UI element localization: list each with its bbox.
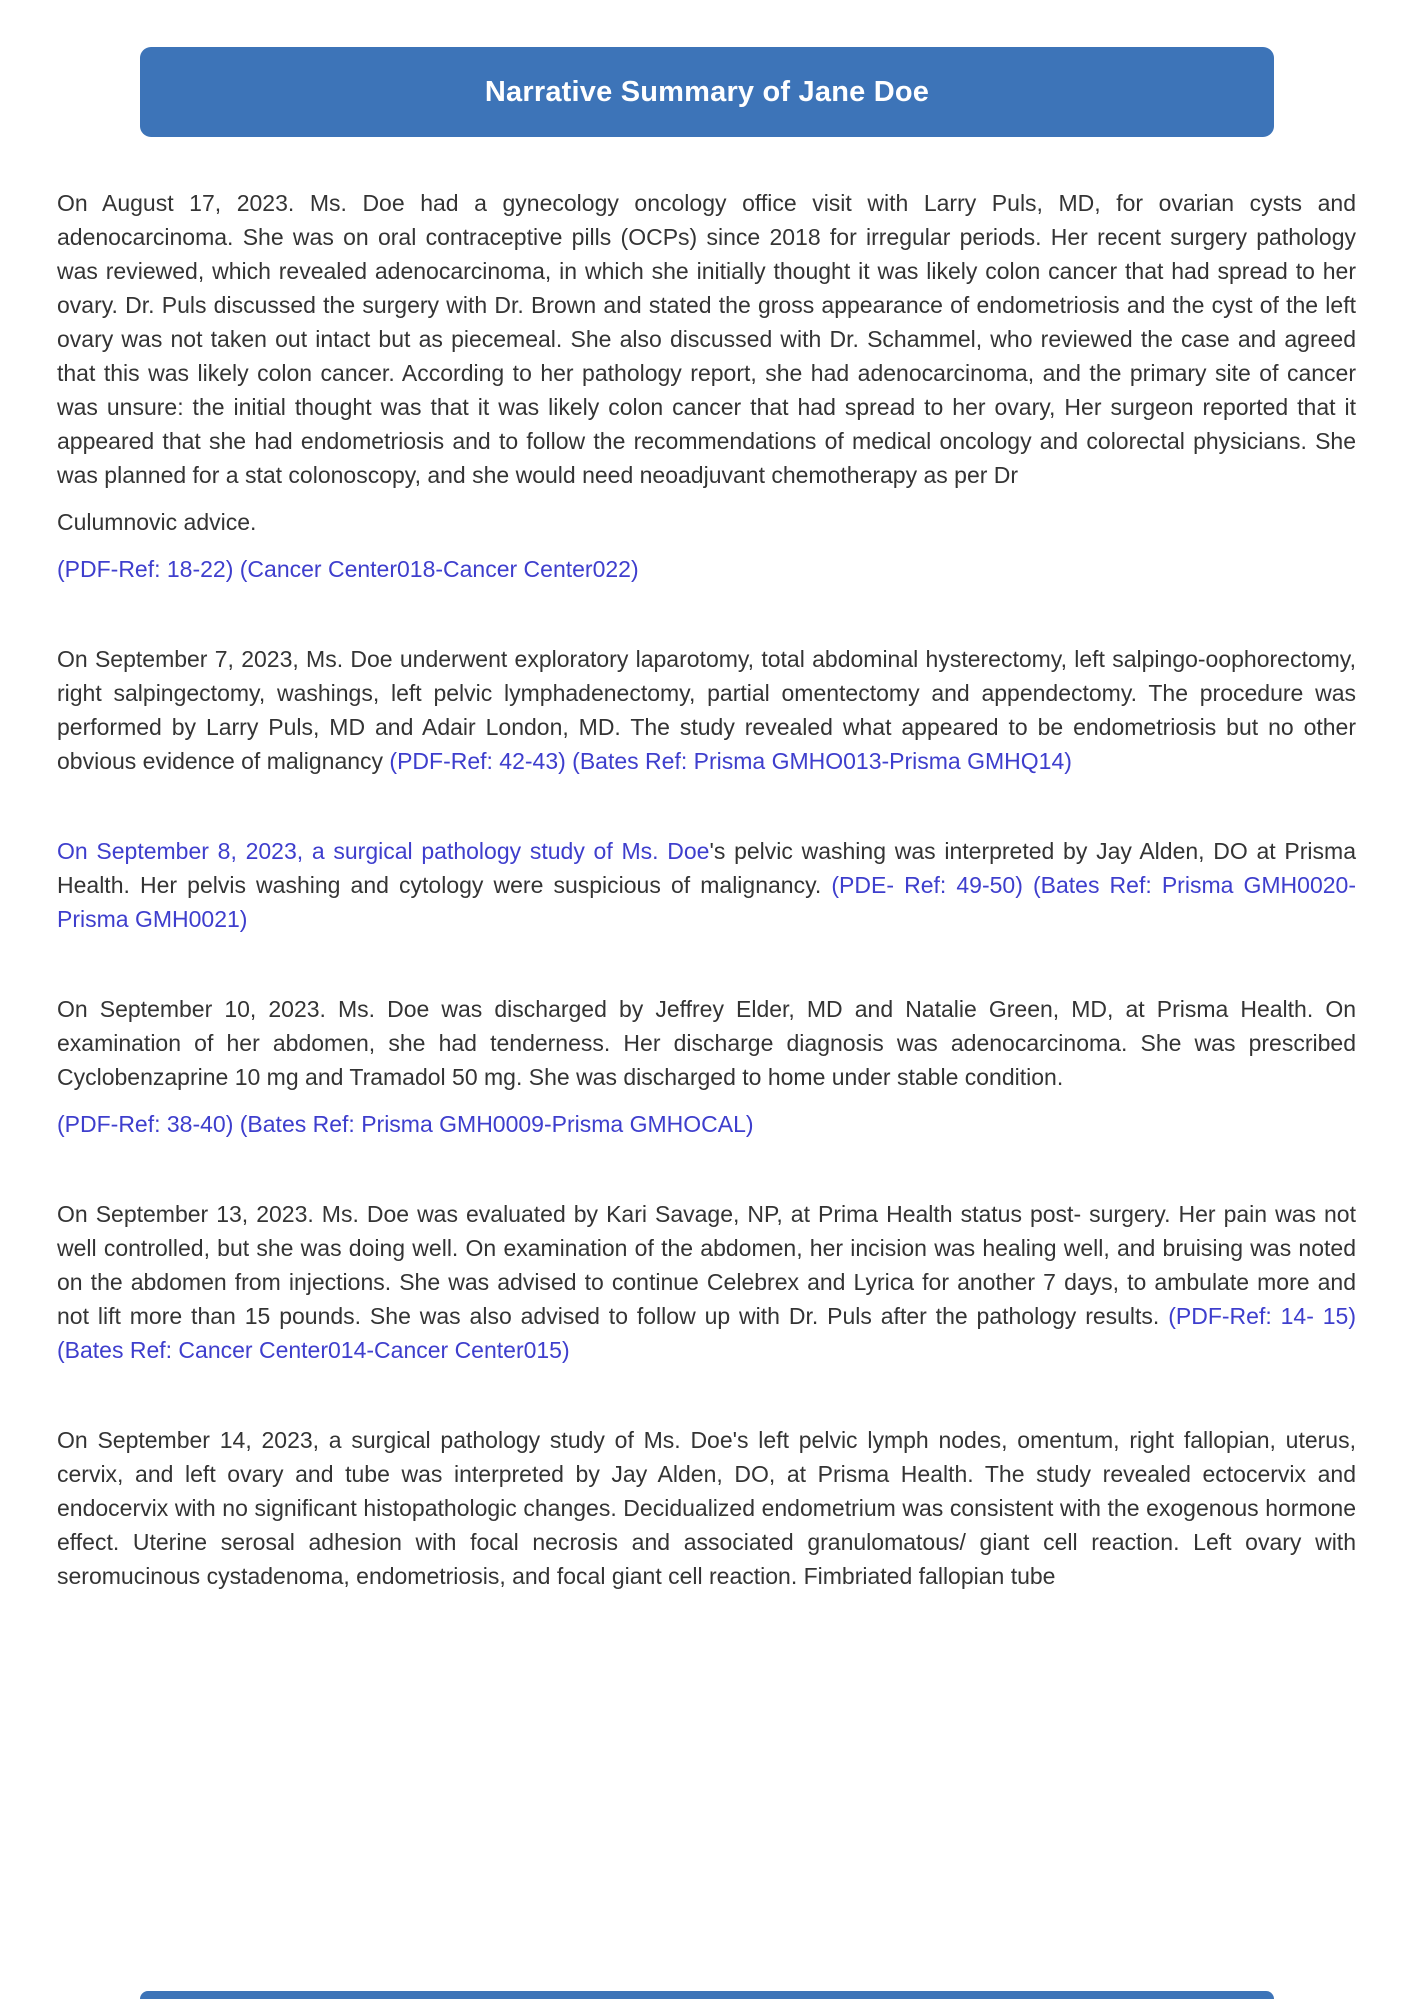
narrative-paragraph [57, 1107, 1356, 1141]
next-banner-edge [140, 1991, 1274, 1999]
body-text: Culumnovic advice. [57, 509, 257, 535]
body-text: On September 14, 2023, a surgical pathology study of Ms. Doe's left pelvic lymph nodes, omentum, right fallopian, uterus, cervix, and left ovary and tube was interpreted by Jay Alden, DO, at Prisma Health. The study revealed ectocervix and endocervix with no significant histopathologic changes. Decidualized endometrium was consistent with the exogenous hormone effect. Uterine serosal adhesion with focal necrosis and associated granulomatous/ giant cell reaction. Left ovary with seromucinous cystadenoma, endometriosis, and focal giant cell reaction. Fimbriated fallopian tube [57, 1427, 1356, 1589]
pdf-reference-link[interactable]: (PDF-Ref: 18-22) (Cancer Center018-Cancer Center022) [57, 556, 639, 582]
narrative-paragraph [57, 552, 1356, 586]
pdf-reference-link[interactable]: (PDF-Ref: 38-40) (Bates Ref: Prisma GMH0009-Prisma GMHOCAL) [57, 1111, 754, 1137]
body-text: On September 7, 2023, Ms. Doe underwent exploratory laparotomy, total abdominal hysterectomy, left salpingo-oophorectomy, right salpingectomy, washings, left pelvic lymphadenectomy, partial omentectomy and appendectomy. The procedure was performed by Larry Puls, MD and Adair London, MD. The study revealed what appeared to be endometriosis but no other obvious evidence of malignancy [57, 646, 1356, 774]
narrative-paragraph [57, 1197, 1356, 1367]
narrative-paragraph [57, 834, 1356, 936]
narrative-paragraph [57, 992, 1356, 1094]
body-text: On September 10, 2023. Ms. Doe was discharged by Jeffrey Elder, MD and Natalie Green, MD, at Prisma Health. On examination of her abdomen, she had tenderness. Her discharge diagnosis was adenocarcinoma. She was prescribed Cyclobenzaprine 10 mg and Tramadol 50 mg. She was discharged to home under stable condition. [57, 996, 1356, 1090]
title-banner [140, 47, 1274, 137]
narrative-paragraph [57, 1423, 1356, 1593]
pdf-reference-link[interactable]: (PDF-Ref: 42-43) (Bates Ref: Prisma GMHO013-Prisma GMHQ14) [389, 748, 1072, 774]
narrative-paragraph [57, 505, 1356, 539]
narrative-paragraph [57, 642, 1356, 778]
pdf-reference-link[interactable]: (PDF-Ref: 14- 15) (Bates Ref: Cancer Center014-Cancer Center015) [57, 1303, 1356, 1363]
narrative-content [57, 186, 1356, 1593]
body-text: 's pelvic washing was interpreted by Jay Alden, DO at Prisma Health. Her pelvis washing and cytology were suspicious of malignancy. [57, 838, 1356, 898]
body-text: On September 13, 2023. Ms. Doe was evaluated by Kari Savage, NP, at Prima Health status post- surgery. Her pain was not well controlled, but she was doing well. On examination of the abdomen, her incision was healing well, and bruising was noted on the abdomen from injections. She was advised to continue Celebrex and Lyrica for another 7 days, to ambulate more and not lift more than 15 pounds. She was also advised to follow up with Dr. Puls after the pathology results. [57, 1201, 1356, 1329]
body-text: On August 17, 2023. Ms. Doe had a gynecology oncology office visit with Larry Puls, MD, for ovarian cysts and adenocarcinoma. She was on oral contraceptive pills (OCPs) since 2018 for irregular periods. Her recent surgery pathology was reviewed, which revealed adenocarcinoma, in which she initially thought it was likely colon cancer that had spread to her ovary. Dr. Puls discussed the surgery with Dr. Brown and stated the gross appearance of endometriosis and the cyst of the left ovary was not taken out intact but as piecemeal. She also discussed with Dr. Schammel, who reviewed the case and agreed that this was likely colon cancer. According to her pathology report, she had adenocarcinoma, and the primary site of cancer was unsure: the initial thought was that it was likely colon cancer that had spread to her ovary, Her surgeon reported that it appeared that she had endometriosis and to follow the recommendations of medical oncology and colorectal physicians. She was planned for a stat colonoscopy, and she would need neoadjuvant chemotherapy as per Dr [57, 190, 1356, 488]
highlighted-date-text: On September 8, 2023, a surgical pathology study of Ms. Doe [57, 838, 710, 864]
page-title: Narrative Summary of Jane Doe [484, 75, 930, 108]
pdf-reference-link[interactable]: (PDE- Ref: 49-50) (Bates Ref: Prisma GMH0020-Prisma GMH0021) [57, 872, 1356, 932]
narrative-paragraph [57, 186, 1356, 492]
